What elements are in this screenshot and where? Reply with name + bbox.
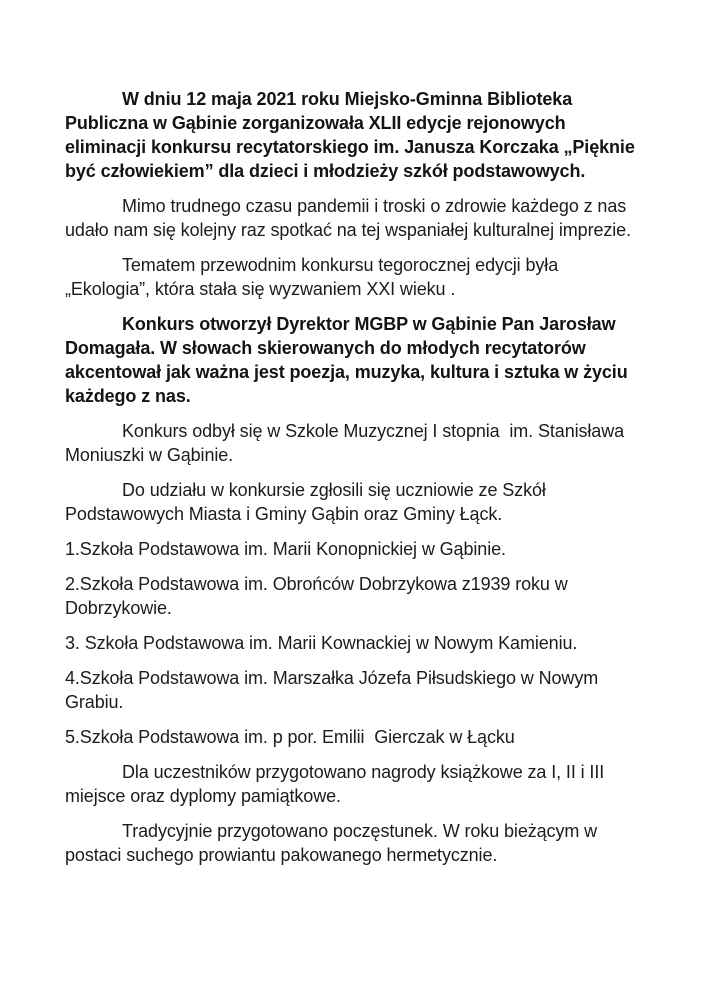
school-list-item-4: 4.Szkoła Podstawowa im. Marszałka Józefa Piłsudskiego w Nowym Grabiu. xyxy=(65,668,604,712)
paragraph-opening: Konkurs otworzył Dyrektor MGBP w Gąbinie Pan Jarosław Domagała. W słowach skierowanych do młodych recytatorów akcentował jak ważna jest poezja, muzyka, kultura i sztuka w życiu każdego z nas. xyxy=(65,314,633,406)
paragraph-participants: Do udziału w konkursie zgłosili się uczniowie ze Szkół Podstawowych Miasta i Gminy Gąbin oraz Gminy Łąck. xyxy=(65,480,551,524)
document-body xyxy=(65,87,647,867)
paragraph-refreshments: Tradycyjnie przygotowano poczęstunek. W roku bieżącym w postaci suchego prowiantu pakowanego hermetycznie. xyxy=(65,821,602,865)
school-list-item-2: 2.Szkoła Podstawowa im. Obrońców Dobrzykowa z1939 roku w Dobrzykowie. xyxy=(65,574,573,618)
school-list-item-3: 3. Szkoła Podstawowa im. Marii Kownackiej w Nowym Kamieniu. xyxy=(65,633,578,653)
school-list-item-1: 1.Szkoła Podstawowa im. Marii Konopnickiej w Gąbinie. xyxy=(65,539,506,559)
school-list-item-5: 5.Szkoła Podstawowa im. p por. Emilii Gierczak w Łącku xyxy=(65,727,515,747)
paragraph-prizes: Dla uczestników przygotowano nagrody książkowe za I, II i III miejsce oraz dyplomy pamiątkowe. xyxy=(65,762,610,806)
paragraph-pandemic: Mimo trudnego czasu pandemii i troski o zdrowie każdego z nas udało nam się kolejny raz spotkać na tej wspaniałej kulturalnej imprezie. xyxy=(65,196,632,240)
paragraph-venue: Konkurs odbył się w Szkole Muzycznej I stopnia im. Stanisława Moniuszki w Gąbinie. xyxy=(65,421,629,465)
paragraph-theme: Tematem przewodnim konkursu tegorocznej edycji była „Ekologia”, która stała się wyzwaniem XXI wieku . xyxy=(65,255,564,299)
paragraph-intro: W dniu 12 maja 2021 roku Miejsko-Gminna Biblioteka Publiczna w Gąbinie zorganizowała XLII edycje rejonowych eliminacji konkursu recytatorskiego im. Janusza Korczaka „Pięknie być człowiekiem” dla dzieci i młodzieży szkół podstawowych. xyxy=(65,89,640,181)
